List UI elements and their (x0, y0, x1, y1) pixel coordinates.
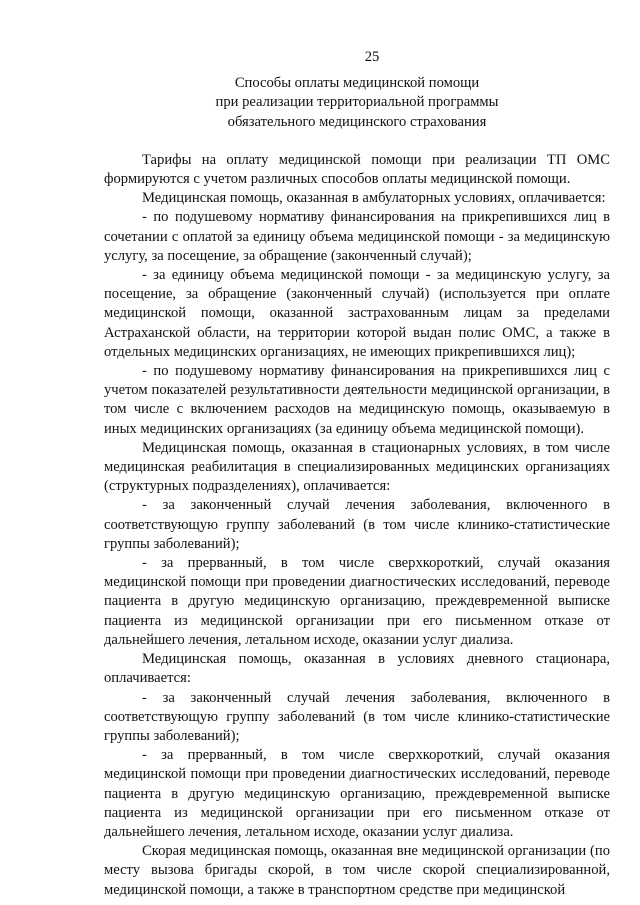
paragraph: Медицинская помощь, оказанная в условиях дневного стационара, оплачивается: (104, 651, 610, 687)
paragraph: Тарифы на оплату медицинской помощи при реализации ТП ОМС формируются с учетом различных способов оплаты медицинской помощи. (104, 151, 610, 188)
body-text (104, 151, 610, 900)
paragraph: Скорая медицинская помощь, оказанная вне медицинской организации (по месту вызова бригады скорой, в том числе скорой специализированной, медицинской помощи, а также в транспортном средстве при медицинской (104, 843, 610, 898)
list-item: - за единицу объема медицинской помощи - за медицинскую услугу, за посещение, за обращение (законченный случай) (используется при оплате медицинской помощи, оказанной застрахованным лицам за пределами Астраханской области, на территории которой выдан полис ОМС, а также в отдельных медицинских организациях, не имеющих прикрепившихся лиц); (104, 267, 610, 360)
title-line: при реализации территориальной программы (215, 94, 499, 111)
list-item: - за прерванный, в том числе сверхкороткий, случай оказания медицинской помощи при проведении диагностических исследований, переводе пациента в другую медицинскую организацию, преждевременной выписке пациента из медицинской организации при его письменном отказе от дальнейшего лечения, летальном исходе, оказании услуг диализа. (104, 555, 610, 648)
list-item: - за прерванный, в том числе сверхкороткий, случай оказания медицинской помощи при проведении диагностических исследований, переводе пациента в другую медицинскую организацию, преждевременной выписке пациента из медицинской организации при его письменном отказе от дальнейшего лечения, летальном исходе, оказании услуг диализа. (104, 747, 610, 840)
list-item: - за законченный случай лечения заболевания, включенного в соответствующую группу заболеваний (в том числе клинико-статистические группы заболеваний); (104, 689, 610, 744)
page-number: 25 (364, 49, 380, 65)
paragraph: Медицинская помощь, оказанная в амбулаторных условиях, оплачивается: (142, 190, 606, 207)
list-item: - по подушевому нормативу финансирования на прикрепившихся лиц с учетом показателей результативности деятельности медицинской организации, в том числе с включением расходов на медицинскую помощь, оказываемую в иных медицинских организациях (за единицу объема медицинской помощи). (104, 363, 610, 437)
paragraph: Медицинская помощь, оказанная в стационарных условиях, в том числе медицинская реабилитация в специализированных медицинских организациях (структурных подразделениях), оплачивается: (104, 439, 610, 495)
list-item: - по подушевому нормативу финансирования на прикрепившихся лиц в сочетании с оплатой за единицу объема медицинской помощи - за медицинскую услугу, за посещение, за обращение (законченный случай); (104, 209, 610, 264)
section-title (104, 74, 610, 132)
title-line: обязательного медицинского страхования (227, 113, 487, 130)
title-line: Способы оплаты медицинской помощи (234, 75, 480, 92)
list-item: - за законченный случай лечения заболевания, включенного в соответствующую группу заболеваний (в том числе клинико-статистические группы заболеваний); (104, 497, 610, 552)
